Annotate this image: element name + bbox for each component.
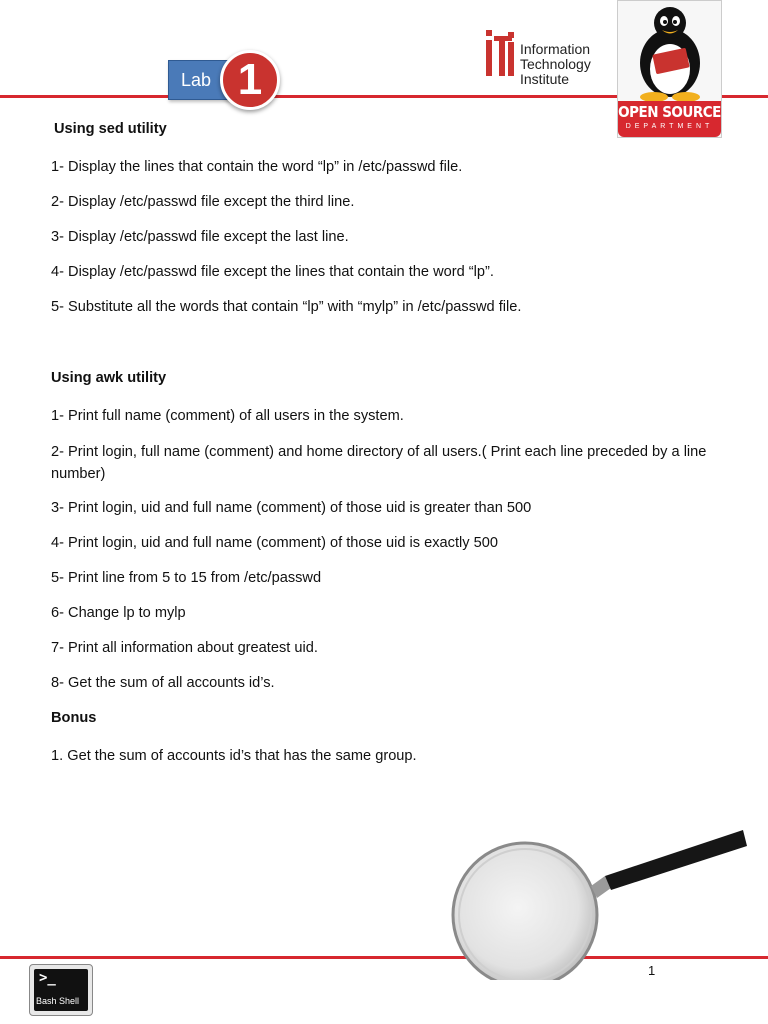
awk-item-4: 4- Print login, uid and full name (comment) of those uid is exactly 500 bbox=[51, 535, 498, 551]
awk-heading: Using awk utility bbox=[51, 370, 167, 386]
terminal-screen bbox=[34, 969, 88, 1011]
lab-label: Lab bbox=[168, 60, 230, 100]
sed-item-3: 3- Display /etc/passwd file except the last line. bbox=[51, 229, 349, 245]
sed-item-1: 1- Display the lines that contain the word “lp” in /etc/passwd file. bbox=[51, 159, 463, 175]
magnifying-glass-icon bbox=[445, 820, 750, 980]
bonus-heading: Bonus bbox=[51, 710, 97, 726]
awk-item-1: 1- Print full name (comment) of all users in the system. bbox=[51, 408, 404, 424]
sed-item-5: 5- Substitute all the words that contain “lp” with “mylp” in /etc/passwd file. bbox=[51, 299, 522, 315]
iti-logo-text bbox=[520, 42, 591, 87]
open-source-title: OPEN SOURCE bbox=[618, 103, 721, 121]
sed-item-4: 4- Display /etc/passwd file except the lines that contain the word “lp”. bbox=[51, 264, 494, 280]
iti-line-3: Institute bbox=[520, 71, 570, 87]
terminal-prompt: >_ bbox=[39, 970, 56, 986]
awk-item-3: 3- Print login, uid and full name (comment) of those uid is greater than 500 bbox=[51, 500, 532, 516]
iti-mark-icon bbox=[484, 28, 520, 80]
open-source-subtitle: DEPARTMENT bbox=[625, 123, 714, 130]
awk-item-7: 7- Print all information about greatest uid. bbox=[51, 640, 318, 656]
bonus-item-1: 1. Get the sum of accounts id’s that has the same group. bbox=[51, 748, 417, 764]
sed-heading: Using sed utility bbox=[54, 121, 167, 137]
awk-item-8: 8- Get the sum of all accounts id’s. bbox=[51, 675, 275, 691]
lab-number-badge: 1 bbox=[220, 50, 280, 110]
iti-logo bbox=[484, 28, 609, 88]
bash-shell-label: Bash Shell bbox=[36, 996, 80, 1006]
awk-item-2: 2- Print login, full name (comment) and home directory of all users.( Print each line preceded by a line number) bbox=[51, 444, 707, 482]
tux-penguin-icon bbox=[618, 1, 721, 101]
bash-shell-icon bbox=[29, 964, 93, 1016]
awk-item-6: 6- Change lp to mylp bbox=[51, 605, 186, 621]
awk-item-5: 5- Print line from 5 to 15 from /etc/passwd bbox=[51, 570, 322, 586]
iti-line-1: Information bbox=[520, 41, 591, 57]
sed-item-2: 2- Display /etc/passwd file except the third line. bbox=[51, 194, 355, 210]
open-source-banner bbox=[618, 101, 721, 137]
iti-line-2: Technology bbox=[520, 56, 591, 72]
page-number: 1 bbox=[648, 963, 656, 978]
open-source-logo bbox=[617, 0, 722, 138]
